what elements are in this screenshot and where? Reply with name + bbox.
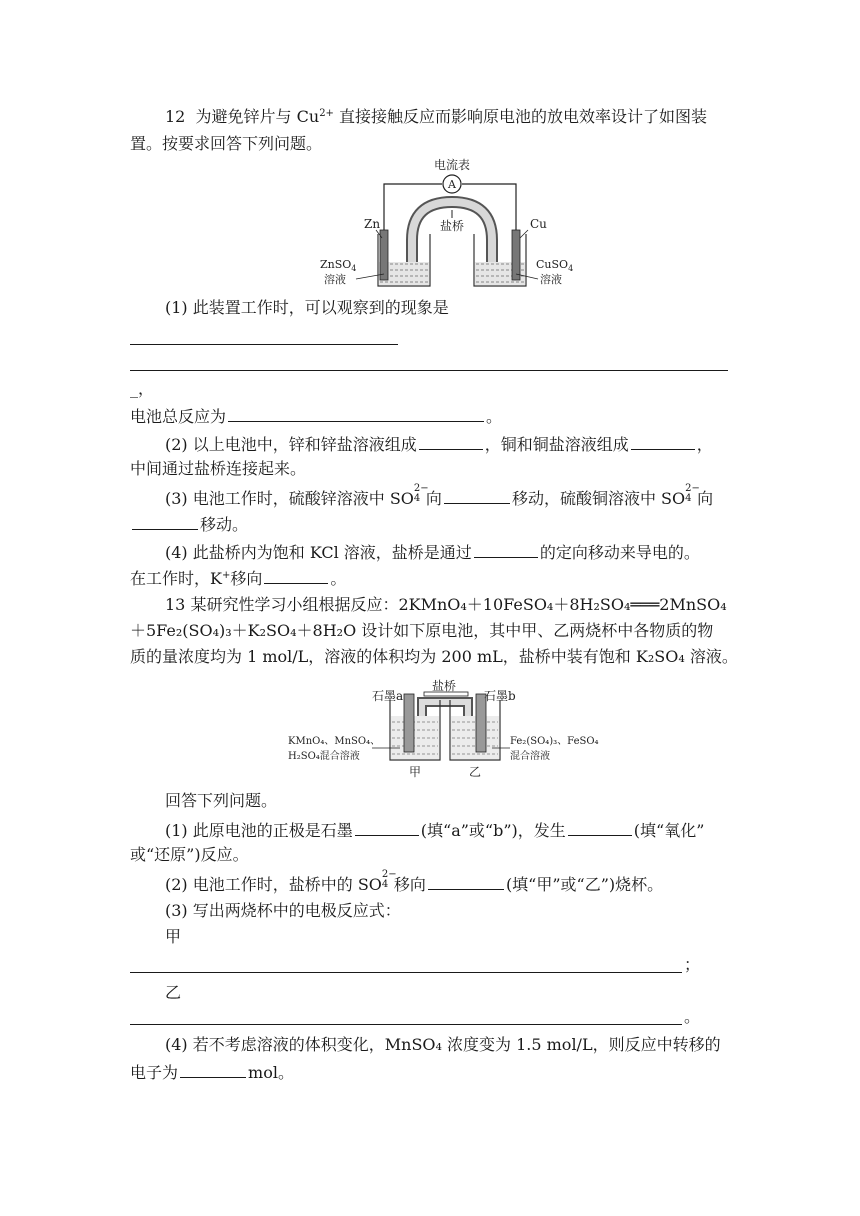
cu-ion-charge: 2+: [319, 108, 334, 119]
q13-part-3-yi: 乙: [165, 983, 182, 1002]
svg-text:CuSO4: CuSO$_4$: [536, 258, 574, 273]
prompt-text: 在工作时，K: [130, 569, 222, 588]
sulfate-ion-marks: 2− 4: [381, 869, 397, 890]
prompt-text: 电池总反应为: [130, 407, 227, 426]
prompt-text: 向: [697, 489, 714, 508]
svg-text:Cu: Cu: [530, 217, 547, 231]
punctuation: ；: [684, 955, 701, 974]
answer-line[interactable]: [130, 344, 398, 345]
q12-stem-line-2: 置。按要求回答下列问题。: [130, 134, 323, 153]
cu-electrode: [512, 230, 520, 280]
prompt-text: (2) 以上电池中，锌和锌盐溶液组成: [165, 435, 417, 454]
prompt-text: (3) 电池工作时，硫酸锌溶液中 SO: [165, 489, 414, 508]
q13-part-1-cont: 或“还原”)反应。: [130, 845, 249, 864]
q13-cell-diagram: [284, 676, 614, 780]
svg-text:Fe₂(SO₄)₃、FeSO₄: Fe₂(SO₄)₃、FeSO₄: [510, 736, 599, 747]
answer-blank[interactable]: [180, 1060, 246, 1078]
answer-line[interactable]: [130, 370, 728, 371]
punctuation: 。: [330, 569, 347, 588]
svg-text:混合溶液: 混合溶液: [510, 751, 550, 762]
answer-blank[interactable]: [132, 512, 198, 530]
answer-blank[interactable]: [444, 486, 510, 504]
punctuation: ，: [696, 435, 713, 454]
stem-text: 直接接触反应而影响原电池的放电效率设计了如图装: [339, 107, 708, 126]
punctuation: 。: [684, 1007, 701, 1026]
svg-text:石墨a: 石墨a: [372, 689, 404, 703]
stem-text: 为避免锌片与: [195, 107, 292, 126]
sulfate-ion-marks: 2− 4: [413, 483, 429, 504]
prompt-text: (4) 此盐桥内为饱和 KCl 溶液，盐桥是通过: [165, 543, 472, 562]
answer-blank[interactable]: [355, 818, 419, 836]
question-number: 12: [165, 107, 186, 126]
answer-blank[interactable]: [474, 540, 538, 558]
prompt-text: 电子为: [130, 1063, 179, 1082]
prompt-text: mol。: [248, 1063, 294, 1082]
prompt-text: (2) 电池工作时，盐桥中的 SO: [165, 875, 382, 894]
svg-text:盐桥: 盐桥: [439, 219, 465, 233]
q12-part-1-end: _，: [130, 379, 155, 398]
svg-text:Zn: Zn: [364, 217, 381, 231]
sulfate-ion-marks: 2− 4: [685, 483, 700, 504]
answer-blank[interactable]: [568, 818, 632, 836]
q12-part-4: [165, 540, 700, 564]
q12-part-2: [165, 432, 713, 456]
prompt-text: 移向: [393, 875, 426, 894]
punctuation: 。: [486, 407, 503, 426]
svg-text:ZnSO4: ZnSO$_4$: [320, 258, 357, 273]
answer-blank[interactable]: [264, 566, 328, 584]
q12-part-3: [165, 483, 714, 510]
q12-total-reaction: [130, 404, 502, 428]
q13-part-4: (4) 若不考虑溶液的体积变化，MnSO₄ 浓度变为 1.5 mol/L，则反应中转移的: [165, 1035, 721, 1054]
prompt-text: 移向: [230, 569, 263, 588]
svg-text:乙: 乙: [468, 765, 482, 779]
svg-text:溶液: 溶液: [324, 273, 346, 286]
prompt-text: 向: [425, 489, 442, 508]
graphite-a-electrode: [404, 694, 414, 752]
q13-intro: 回答下列问题。: [165, 791, 278, 810]
prompt-text: ，铜和铜盐溶液组成: [484, 435, 629, 454]
q13-part-3-jia: 甲: [165, 927, 182, 946]
prompt-text: 的定向移动来导电的。: [539, 543, 700, 562]
svg-text:KMnO₄、MnSO₄、: KMnO₄、MnSO₄、: [288, 736, 381, 747]
q13-stem-line-2: ＋5Fe₂(SO₄)₃＋K₂SO₄＋8H₂O 设计如下原电池，其中甲、乙两烧杯中各物质的物: [130, 621, 714, 640]
q12-cell-diagram: [300, 152, 600, 292]
q12-stem-line-1: [165, 106, 707, 128]
q13-stem-line-1: 13 某研究性学习小组根据反应：2KMnO₄＋10FeSO₄＋8H₂SO₄═══2MnSO₄: [165, 595, 727, 614]
q12-part-4-cont: [130, 566, 346, 590]
answer-blank[interactable]: [631, 432, 695, 450]
answer-blank[interactable]: [419, 432, 483, 450]
q13-part-4-cont: [130, 1060, 294, 1084]
prompt-text: (填“a”或“b”)，发生: [420, 821, 566, 840]
svg-text:A: A: [448, 178, 456, 191]
ammeter-label: 电流表: [433, 158, 471, 172]
prompt-text: (1) 此原电池的正极是石墨: [165, 821, 353, 840]
q13-part-1: [165, 818, 704, 842]
svg-text:H₂SO₄混合溶液: H₂SO₄混合溶液: [288, 751, 360, 762]
q13-stem-line-3: 质的量浓度均为 1 mol/L，溶液的体积均为 200 mL，盐桥中装有饱和 K₂SO₄ 溶液。: [130, 647, 738, 666]
q13-part-2: [165, 869, 664, 896]
svg-text:盐桥: 盐桥: [431, 679, 457, 693]
prompt-text: (填“甲”或“乙”)烧杯。: [505, 875, 664, 894]
charge-sup: +: [221, 570, 231, 581]
prompt-text: (填“氧化”: [633, 821, 705, 840]
svg-text:溶液: 溶液: [540, 273, 562, 286]
q12-part-1: (1) 此装置工作时，可以观察到的现象是: [165, 298, 449, 317]
prompt-text: 移动，硫酸铜溶液中 SO: [511, 489, 686, 508]
q13-part-3: (3) 写出两烧杯中的电极反应式：: [165, 901, 401, 920]
svg-text:石墨b: 石墨b: [484, 689, 516, 703]
answer-blank[interactable]: [228, 404, 484, 422]
answer-line[interactable]: [130, 1024, 682, 1025]
prompt-text: 移动。: [200, 515, 249, 534]
q12-part-3-cont: [130, 512, 248, 536]
cu-ion: Cu: [296, 107, 320, 126]
q12-part-2-cont: 中间通过盐桥连接起来。: [130, 459, 307, 478]
answer-line[interactable]: [130, 972, 682, 973]
answer-blank[interactable]: [428, 872, 504, 890]
svg-text:甲: 甲: [408, 765, 422, 779]
